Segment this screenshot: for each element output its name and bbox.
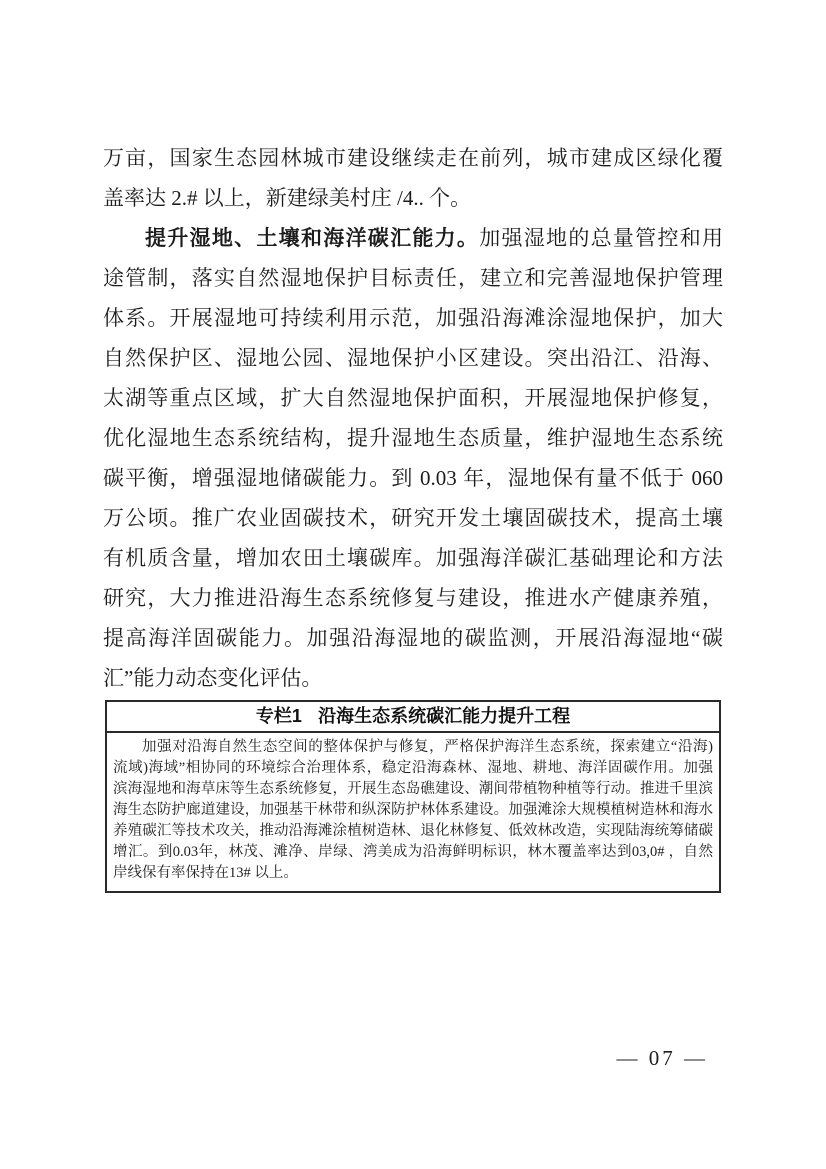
text-line: 流域)海域”相协同的环境综合治理体系，稳定沿海森林、湿地、耕地、海洋固碳作用。加强	[113, 760, 713, 776]
text-line: 优化湿地生态系统结构，提升湿地生态质量，维护湿地生态系统	[103, 426, 723, 450]
text-line: 滨海湿地和海草床等生态系统修复，开展生态岛礁建设、潮间带植物种植等行动。推进千里滨	[113, 781, 713, 797]
text-line: 体系。开展湿地可持续利用示范，加强沿海滩涂湿地保护，加大	[103, 306, 723, 330]
text-line: 海生态防护廊道建设，加强基干林带和纵深防护林体系建设。加强滩涂大规模植树造林和海水	[113, 802, 713, 818]
paragraph-carbon-sink-capacity	[103, 218, 723, 698]
text-line: 有机质含量，增加农田土壤碳库。加强海洋碳汇基础理论和方法	[103, 546, 723, 570]
text-line: 提升湿地、土壤和海洋碳汇能力。加强湿地的总量管控和用	[145, 226, 723, 250]
paragraph-urban-greening	[103, 138, 723, 218]
column-box-label: 专栏1	[255, 706, 302, 726]
text-line: 自然保护区、湿地公园、湿地保护小区建设。突出沿江、沿海、	[103, 346, 723, 370]
text-line: 加强对沿海自然生态空间的整体保护与修复，严格保护海洋生态系统，探索建立“沿海)	[142, 739, 713, 755]
text-line: 碳平衡，增强湿地储碳能力。到 0.03 年，湿地保有量不低于 060	[103, 466, 723, 490]
text-line: 万公顷。推广农业固碳技术，研究开发土壤固碳技术，提高土壤	[103, 506, 723, 530]
body-text	[103, 138, 723, 698]
column-box-body	[107, 733, 719, 891]
text-line: 提高海洋固碳能力。加强沿海湿地的碳监测，开展沿海湿地“碳	[103, 626, 723, 650]
column-box-1	[105, 700, 721, 893]
page-number: — 07 —	[616, 1046, 708, 1070]
text-line: 增汇。到0.03年，林茂、滩净、岸绿、湾美成为沿海鲜明标识，林木覆盖率达到03,0# ，自然	[113, 844, 713, 860]
text-line: 盖率达 2.# 以上，新建绿美村庄 /4.. 个。	[103, 186, 472, 210]
column-box-header	[107, 702, 719, 733]
text-line: 汇”能力动态变化评估。	[103, 666, 323, 690]
text-line: 研究，大力推进沿海生态系统修复与建设，推进水产健康养殖，	[103, 586, 723, 610]
text-line: 万亩，国家生态园林城市建设继续走在前列，城市建成区绿化覆	[103, 146, 723, 170]
text-line: 岸线保有率保持在13# 以上。	[113, 865, 298, 881]
column-box-title: 沿海生态系统碳汇能力提升工程	[318, 706, 571, 726]
text-line: 途管制，落实自然湿地保护目标责任，建立和完善湿地保护管理	[103, 266, 723, 290]
text-line: 养殖碳汇等技术攻关，推动沿海滩涂植树造林、退化林修复、低效林改造，实现陆海统筹储碳	[113, 823, 713, 839]
text-line: 太湖等重点区域，扩大自然湿地保护面积，开展湿地保护修复，	[103, 386, 723, 410]
